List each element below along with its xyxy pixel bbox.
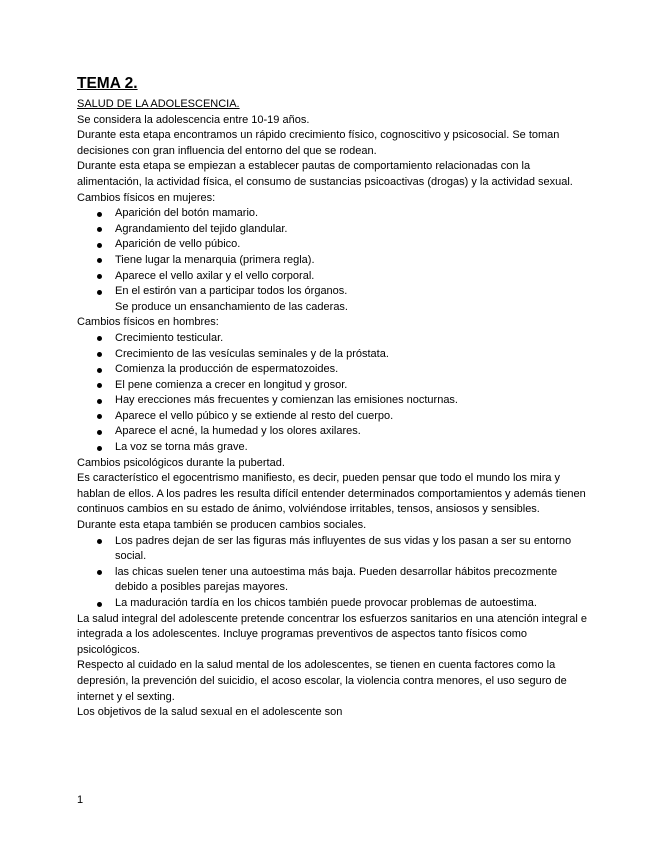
bullet-icon bbox=[97, 274, 102, 279]
list-item-text: Tiene lugar la menarquia (primera regla). bbox=[115, 253, 315, 266]
list-item-text: Hay erecciones más frecuentes y comienzan las emisiones nocturnas. bbox=[115, 394, 458, 407]
list-item-text: El pene comienza a crecer en longitud y grosor. bbox=[115, 378, 348, 391]
list-item bbox=[77, 424, 587, 440]
list-item-text: Aparece el vello púbico y se extiende al resto del cuerpo. bbox=[115, 409, 394, 422]
list-item-text: Comienza la producción de espermatozoides. bbox=[115, 363, 339, 376]
list-item-text: Aparición del botón mamario. bbox=[115, 207, 259, 220]
list-item bbox=[77, 331, 587, 347]
list-item bbox=[77, 393, 587, 409]
bullet-icon bbox=[97, 243, 102, 248]
bullet-icon bbox=[97, 258, 102, 263]
intro-paragraph: Se considera la adolescencia entre 10-19 años. bbox=[77, 113, 310, 126]
list-item-text: Aparece el vello axilar y el vello corporal. bbox=[115, 269, 315, 282]
social-changes-list bbox=[77, 534, 587, 612]
list-item-text: Los padres dejan de ser las figuras más influyentes de sus vidas y los pasan a ser su entorno social. bbox=[115, 534, 572, 563]
psych-changes-heading: Cambios psicológicos durante la pubertad. bbox=[77, 456, 285, 469]
bullet-icon bbox=[97, 336, 102, 341]
bullet-icon bbox=[97, 352, 102, 357]
list-item bbox=[77, 534, 587, 565]
bullet-icon bbox=[97, 399, 102, 404]
list-item bbox=[77, 409, 587, 425]
list-item-text: Agrandamiento del tejido glandular. bbox=[115, 222, 288, 235]
list-item bbox=[77, 206, 587, 222]
bullet-icon bbox=[97, 290, 102, 295]
list-item bbox=[77, 237, 587, 253]
closing-paragraph: Respecto al cuidado en la salud mental de los adolescentes, se tienen en cuenta factores como la depresión, la prevención del suicidio, el acoso escolar, la violencia contra menores, el uso seguro de internet y el sexting. bbox=[77, 659, 567, 703]
list-item bbox=[77, 565, 587, 596]
document-subtitle: SALUD DE LA ADOLESCENCIA. bbox=[77, 98, 240, 110]
women-changes-continuation: Se produce un ensanchamiento de las caderas. bbox=[115, 300, 348, 313]
closing-paragraph: Los objetivos de la salud sexual en el adolescente son bbox=[77, 706, 343, 719]
bullet-icon bbox=[97, 446, 102, 451]
list-item bbox=[77, 440, 587, 456]
bullet-icon bbox=[97, 383, 102, 388]
list-item bbox=[77, 362, 587, 378]
list-item bbox=[77, 253, 587, 269]
men-changes-heading: Cambios físicos en hombres: bbox=[77, 316, 219, 329]
bullet-icon bbox=[97, 227, 102, 232]
list-item bbox=[77, 596, 587, 612]
list-item-text: Aparición de vello púbico. bbox=[115, 238, 241, 251]
list-item bbox=[77, 269, 587, 285]
intro-paragraph: Durante esta etapa encontramos un rápido crecimiento físico, cognoscitivo y psicosocial. Se toman decisiones con gran influencia del entorno del que se rodean. bbox=[77, 129, 560, 157]
bullet-icon bbox=[97, 430, 102, 435]
bullet-icon bbox=[97, 212, 102, 217]
social-changes-heading: Durante esta etapa también se producen cambios sociales. bbox=[77, 519, 367, 532]
women-changes-heading: Cambios físicos en mujeres: bbox=[77, 191, 216, 204]
page-number: 1 bbox=[77, 794, 84, 806]
bullet-icon bbox=[97, 602, 102, 607]
men-changes-list bbox=[77, 331, 587, 456]
women-changes-list bbox=[77, 206, 587, 300]
bullet-icon bbox=[97, 368, 102, 373]
bullet-icon bbox=[97, 414, 102, 419]
list-item bbox=[77, 378, 587, 394]
list-item bbox=[77, 222, 587, 238]
list-item-text: En el estirón van a participar todos los órganos. bbox=[115, 285, 348, 298]
intro-paragraph: Durante esta etapa se empiezan a establecer pautas de comportamiento relacionadas con la alimentación, la actividad física, el consumo de sustancias psicoactivas (drogas) y la actividad sexual. bbox=[77, 160, 573, 188]
psych-changes-paragraph: Es característico el egocentrismo manifiesto, es decir, pueden pensar que todo el mundo los mira y hablan de ellos. A los padres les resulta difícil entender determinados comportamientos y además tienen continuos cambios en su estado de ánimo, volviéndose irritables, tensos, ansiosos y sensibles. bbox=[77, 472, 586, 516]
closing-paragraph: La salud integral del adolescente pretende concentrar los esfuerzos sanitarios en una atención integral e integrada a los adolescentes. Incluye programas preventivos de aspectos tanto físicos como psicológicos. bbox=[77, 612, 587, 656]
document-title: TEMA 2. bbox=[77, 75, 138, 92]
list-item-text: Crecimiento de las vesículas seminales y de la próstata. bbox=[115, 347, 389, 360]
list-item bbox=[77, 347, 587, 363]
list-item-text: La voz se torna más grave. bbox=[115, 441, 248, 454]
list-item-text: Crecimiento testicular. bbox=[115, 331, 224, 344]
list-item-text: las chicas suelen tener una autoestima más baja. Pueden desarrollar hábitos precozmente debido a posibles parejas mayores. bbox=[115, 565, 558, 594]
list-item-text: La maduración tardía en los chicos también puede provocar problemas de autoestima. bbox=[115, 597, 537, 609]
bullet-icon bbox=[97, 570, 102, 575]
list-item bbox=[77, 284, 587, 300]
document-page bbox=[77, 75, 587, 721]
bullet-icon bbox=[97, 539, 102, 544]
list-item-text: Aparece el acné, la humedad y los olores axilares. bbox=[115, 425, 361, 438]
